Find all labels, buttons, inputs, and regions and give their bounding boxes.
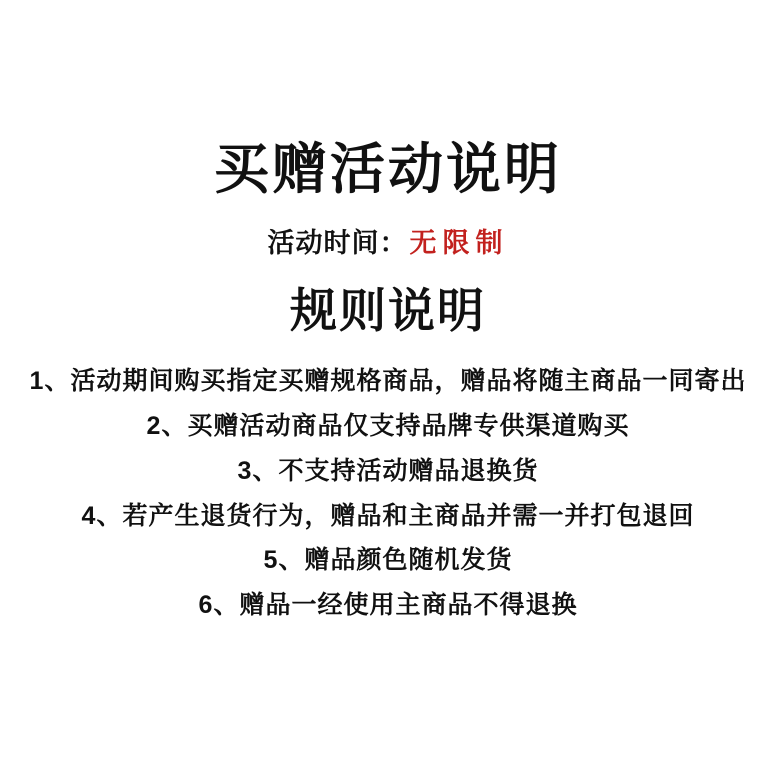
page-title: 买赠活动说明 [213, 138, 562, 200]
activity-time-value: 无限制 [409, 228, 509, 258]
rule-item-1: 1、活动期间购买指定买赠规格商品，赠品将随主商品一同寄出 [29, 367, 747, 396]
rule-item-5: 5、赠品颜色随机发货 [263, 546, 513, 575]
activity-time-line [0, 228, 776, 259]
rule-item-6: 6、赠品一经使用主商品不得退换 [198, 591, 578, 620]
activity-time-label: 活动时间： [267, 228, 408, 258]
rule-item-4: 4、若产生退货行为，赠品和主商品并需一并打包退回 [81, 501, 695, 530]
rules-list [0, 367, 776, 620]
rule-item-3: 3、不支持活动赠品退换货 [237, 456, 539, 485]
rules-heading: 规则说明 [290, 284, 486, 338]
rule-item-2: 2、买赠活动商品仅支持品牌专供渠道购买 [146, 412, 630, 441]
